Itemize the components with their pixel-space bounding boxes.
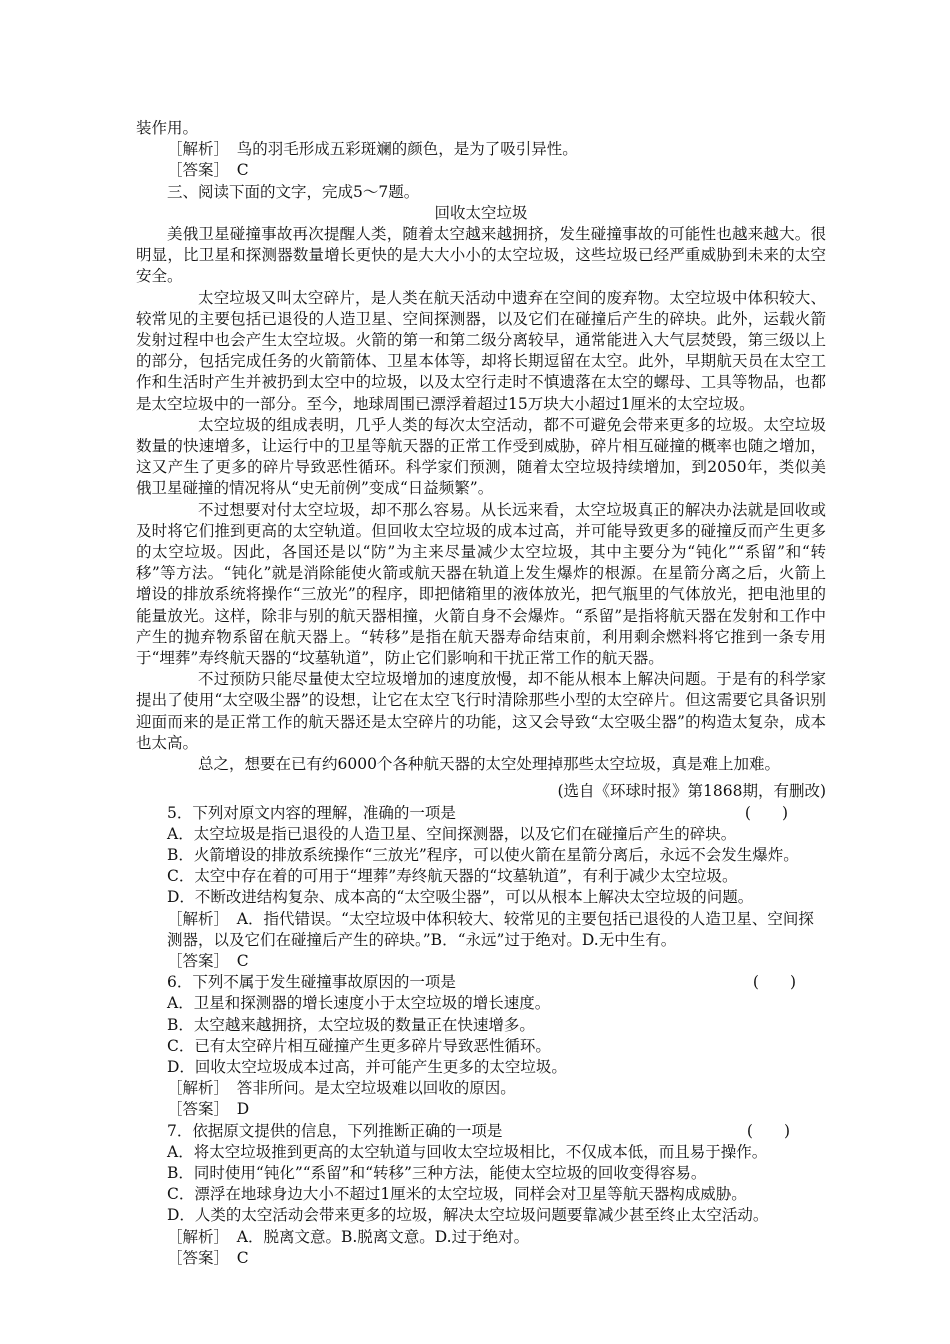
question-6-analysis: ［解析］ 答非所问。是太空垃圾难以回收的原因。	[167, 1079, 516, 1098]
previous-question-tail: 装作用。	[136, 119, 199, 137]
question-7-option-d: D．人类的太空活动会带来更多的垃圾，解决太空垃圾问题要靠减少甚至终止太空活动。	[167, 1206, 769, 1225]
document-content	[136, 118, 826, 1269]
article-source: (选自《环球时报》第1868期，有删改)	[557, 782, 826, 801]
question-6-option-b: B．太空越来越拥挤，太空垃圾的数量正在快速增多。	[167, 1015, 535, 1034]
question-6-answer: ［答案］ D	[167, 1100, 250, 1119]
question-6-option-a: A．卫星和探测器的增长速度小于太空垃圾的增长速度。	[167, 994, 551, 1013]
question-5-answer-bracket: ( )	[744, 803, 788, 822]
question-5-option-d: D．不断改进结构复杂、成本高的“太空吸尘器”，可以从根本上解决太空垃圾的问题。	[167, 888, 754, 907]
question-7-option-b: B．同时使用“钝化”“系留”和“转移”三种方法，能使太空垃圾的回收变得容易。	[167, 1163, 707, 1182]
question-6-stem-row	[136, 972, 826, 993]
question-5-analysis: ［解析］ A．指代错误。“太空垃圾中体积较大、较常见的主要包括已退役的人造卫星、空间探测器，以及它们在碰撞后产生的碎块。”B．“永远”过于绝对。D.无中生有。	[167, 909, 814, 949]
question-7-answer: ［答案］ C	[167, 1248, 249, 1267]
article-paragraph-2: 太空垃圾又叫太空碎片，是人类在航天活动中遗弃在空间的废弃物。太空垃圾中体积较大、较常见的主要包括已退役的人造卫星、空间探测器，以及它们在碰撞后产生的碎块。此外，运载火箭发射过程中也会产生太空垃圾。火箭的第一和第二级分离较早，通常能进入大气层焚毁，第三级以上的部分，包括完成任务的火箭箭体、卫星本体等，却将长期逗留在太空。此外，早期航天员在太空工作和生活时产生并被扔到太空中的垃圾，以及太空行走时不慎遗落在太空的螺母、工具等物品，也都是太空垃圾中的一部分。至今，地球周围已漂浮着超过15万块大小超过1厘米的太空垃圾。	[136, 288, 826, 413]
question-7-answer-bracket: ( )	[746, 1121, 790, 1140]
question-6-stem: 6．下列不属于发生碰撞事故原因的一项是	[167, 973, 456, 992]
question-5-answer: ［答案］ C	[167, 951, 249, 970]
question-7-analysis: ［解析］ A．脱离文意。B.脱离文意。D.过于绝对。	[167, 1227, 530, 1246]
question-7-stem: 7．依据原文提供的信息，下列推断正确的一项是	[167, 1121, 503, 1140]
question-6-option-c: C．已有太空碎片相互碰撞产生更多碎片导致恶性循环。	[167, 1036, 551, 1055]
article-paragraph-1: 美俄卫星碰撞事故再次提醒人类，随着太空越来越拥挤，发生碰撞事故的可能性也越来越大。很明显，比卫星和探测器数量增长更快的是大大小小的太空垃圾，这些垃圾已经严重威胁到未来的太空安全。	[136, 225, 826, 286]
section-heading: 三、阅读下面的文字，完成5～7题。	[167, 182, 420, 201]
previous-analysis: ［解析］ 鸟的羽毛形成五彩斑斓的颜色，是为了吸引异性。	[167, 140, 578, 159]
question-7-option-c: C．漂浮在地球身边大小不超过1厘米的太空垃圾，同样会对卫星等航天器构成威胁。	[167, 1185, 747, 1204]
question-5-stem-row	[136, 803, 826, 824]
question-5-option-b: B．火箭增设的排放系统操作“三放光”程序，可以使火箭在星箭分离后，永远不会发生爆炸。	[167, 845, 799, 864]
question-6-option-d: D．回收太空垃圾成本过高，并可能产生更多的太空垃圾。	[167, 1057, 567, 1076]
question-5-stem: 5．下列对原文内容的理解，准确的一项是	[167, 803, 456, 822]
article-paragraph-6: 总之，想要在已有约6000个各种航天器的太空处理掉那些太空垃圾，真是难上加难。	[198, 755, 780, 774]
article-title: 回收太空垃圾	[434, 203, 528, 222]
question-7-stem-row	[136, 1121, 826, 1142]
question-6-answer-bracket: ( )	[752, 973, 796, 992]
question-5-option-a: A．太空垃圾是指已退役的人造卫星、空间探测器，以及它们在碰撞后产生的碎块。	[167, 824, 737, 843]
article-paragraph-3: 太空垃圾的组成表明，几乎人类的每次太空活动，都不可避免会带来更多的垃圾。太空垃圾数量的快速增多，让运行中的卫星等航天器的正常工作受到威胁，碎片相互碰撞的概率也随之增加，这又产生了更多的碎片导致恶性循环。科学家们预测，随着太空垃圾持续增加，到2050年，类似美俄卫星碰撞的情况将从“史无前例”变成“日益频繁”。	[136, 415, 826, 498]
article-paragraph-4: 不过想要对付太空垃圾，却不那么容易。从长远来看，太空垃圾真正的解决办法就是回收或及时将它们推到更高的太空轨道。但回收太空垃圾的成本过高，并可能导致更多的碰撞反而产生更多的太空垃圾。因此，各国还是以“防”为主来尽量减少太空垃圾，其中主要分为“钝化”“系留”和“转移”等方法。“钝化”就是消除能使火箭或航天器在轨道上发生爆炸的根源。在星箭分离之后，火箭上增设的排放系统将操作“三放光”的程序，即把储箱里的液体放光，把气瓶里的气体放光，把电池里的能量放光。这样，除非与别的航天器相撞，火箭自身不会爆炸。“系留”是指将航天器在发射和工作中产生的抛弃物系留在航天器上。“转移”是指在航天器寿命结束前，利用剩余燃料将它推到一条专用于“埋葬”寿终航天器的“坟墓轨道”，防止它们影响和干扰正常工作的航天器。	[136, 500, 826, 668]
article-paragraph-5: 不过预防只能尽量使太空垃圾增加的速度放慢，却不能从根本上解决问题。于是有的科学家提出了使用“太空吸尘器”的设想，让它在太空飞行时清除那些小型的太空碎片。但这需要它具备识别迎面而来的是正常工作的航天器还是太空碎片的功能，这又会导致“太空吸尘器”的构造太复杂，成本也太高。	[136, 670, 826, 752]
previous-answer: ［答案］ C	[167, 161, 249, 180]
question-5-option-c: C．太空中存在着的可用于“埋葬”寿终航天器的“坟墓轨道”，有利于减少太空垃圾。	[167, 867, 738, 886]
question-7-option-a: A．将太空垃圾推到更高的太空轨道与回收太空垃圾相比，不仅成本低，而且易于操作。	[167, 1142, 768, 1161]
